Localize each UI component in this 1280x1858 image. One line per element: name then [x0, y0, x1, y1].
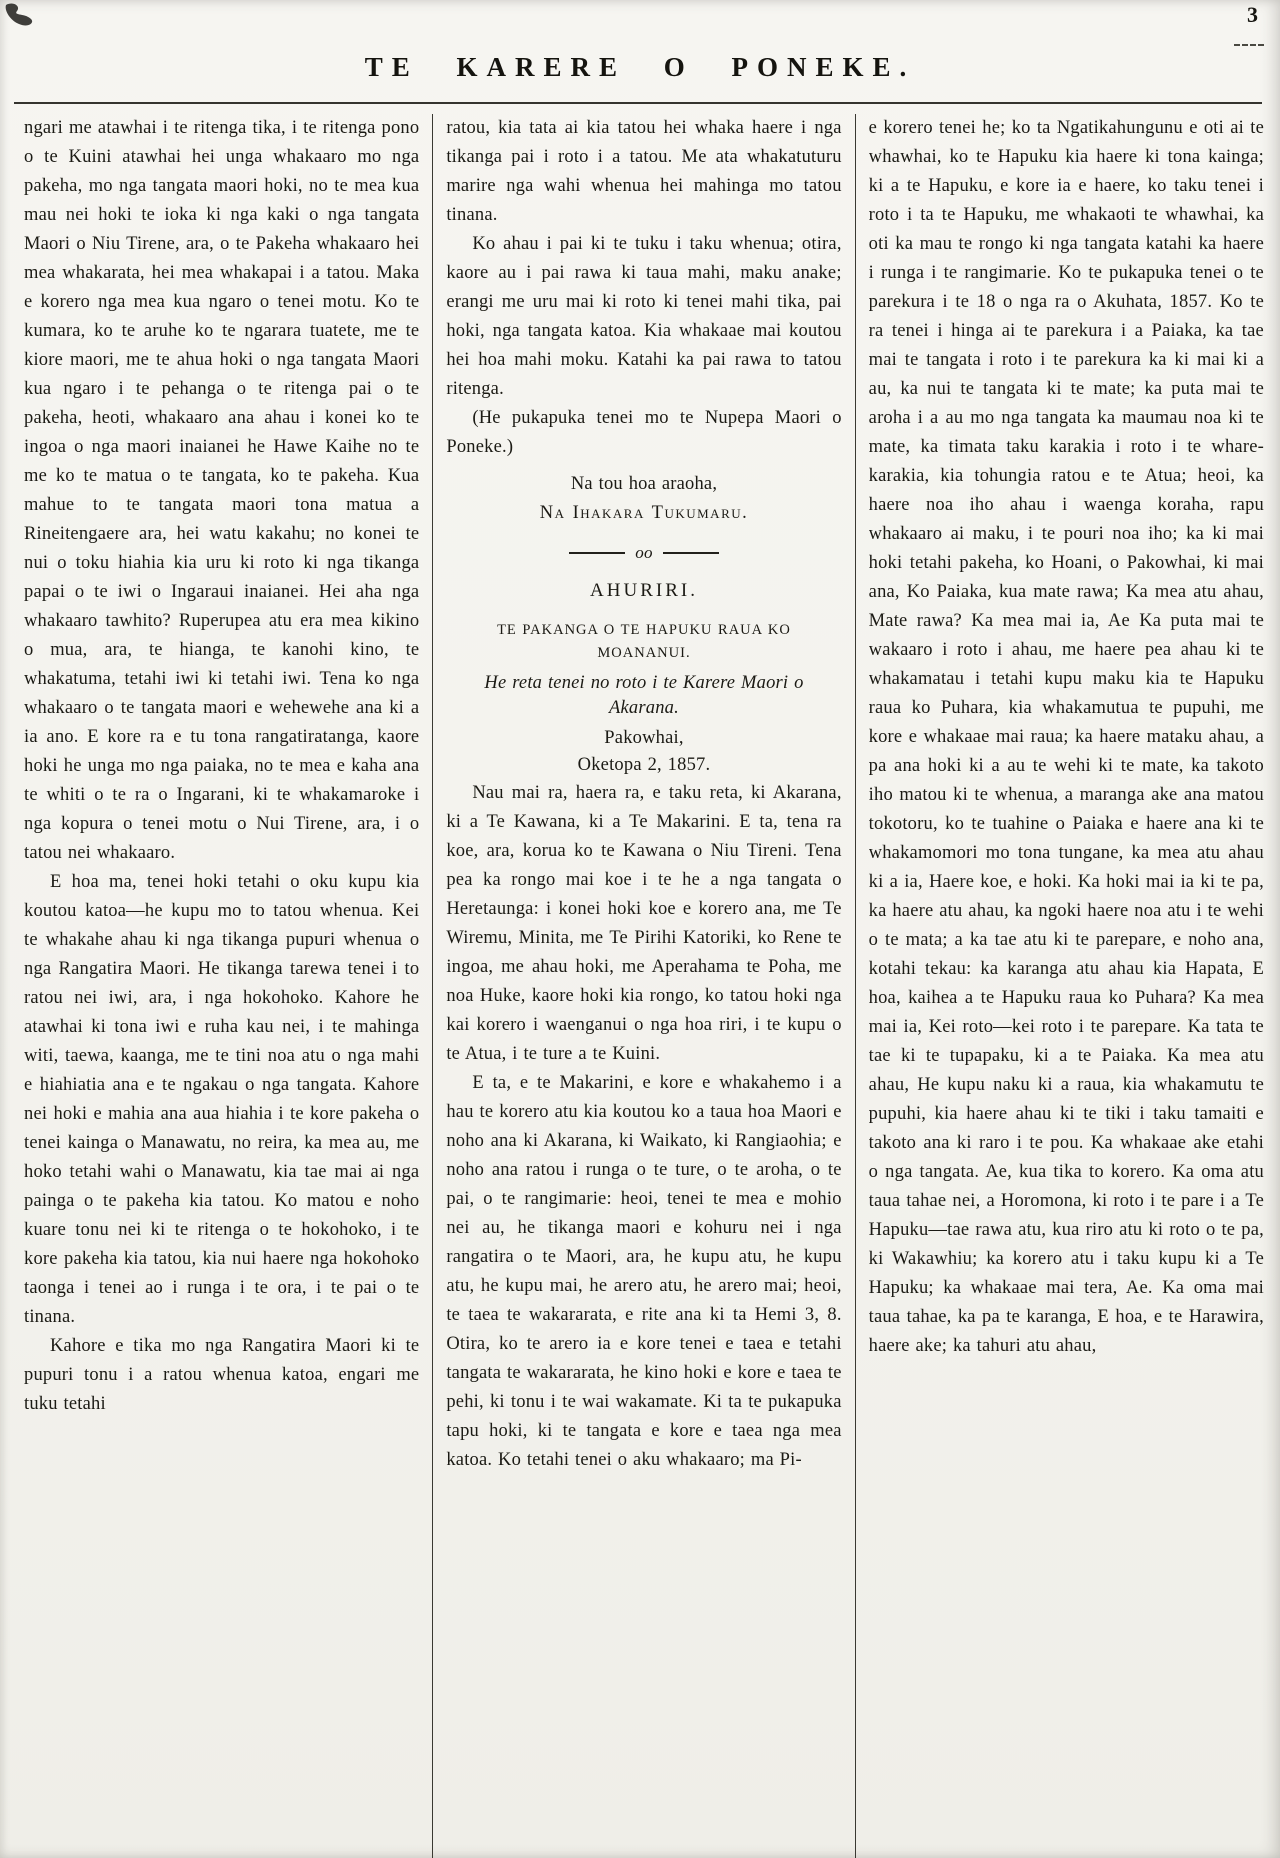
letter-signature: Na Ihakara Tukumaru. — [539, 503, 749, 523]
column-left — [24, 114, 419, 1858]
column-right — [869, 114, 1264, 1858]
paragraph: E hoa ma, tenei hoki tetahi o oku kupu kia koutou katoa—he kupu mo to tatou whenua. Kei te whakahe ahau ki nga tikanga pupuri whenua o nga Rangatira Maori. He tikanga tarewa tenei i to ratou nei iwi, ara, i nga hokohoko. Kahore he atawhai ki tona iwi e ruha kau nei, i te mahinga witi, taewa, kaanga, me te tini noa atu o nga mahi e hiahiatia ana e te ngakau o nga tangata. Kahore nei hoki e mahia ana aua hiahia i te kore pakeha o tenei kainga o Manawatu, no reira, ka mea au, me hoko tetahi wahi o Manawatu, kia tae mai ai nga painga o te pakeha kia tatou. Ko matou e noho kuare tonu nei ki te ritenga o te hokohoko, i te kore pakeha kia tatou, kia nui haere nga hokohoko taonga i tenei ao i runga i te ora, i te pai o te tinana. — [24, 872, 420, 1327]
divider-ornament: oo — [635, 543, 653, 562]
article-subheading: TE PAKANGA O TE HAPUKU RAUA KO MOANANUI. — [497, 622, 791, 661]
letter-closing: Na tou hoa araoha, — [570, 474, 718, 494]
article-columns — [0, 104, 1280, 1858]
column-rule — [432, 114, 433, 1858]
newspaper-title: TE KARERE O PONEKE. — [364, 52, 916, 82]
column-middle — [446, 114, 841, 1858]
dateline-date: Oketopa 2, 1857. — [577, 755, 711, 775]
article-source-note: He reta tenei no roto i te Karere Maori o Akarana. — [484, 673, 804, 718]
paragraph: E ta, e te Makarini, e kore e whakahemo i a hau te korero atu kia koutou ko a taua hoa Maori e noho ana ki Akarana, ki Waikato, ki Rangiaohia; e noho ana ratou i runga o te ture, o te aroha, o te pai, o te rangimarie: heoi, tenei te mea e mohio nei au, he tikanga maori e kohuru nei i nga rangatira o te Maori, ara, he kupu atu, he kupu atu, he kupu mai, he arero atu, he arero mai; heoi, te taea te wakararata, e rite ana ki ta Hemi 3, 8. Otira, ko te arero ia e kore tenei e taea e tetahi tangata te wakararata, he kino hoki e kore e taea te pehi, ki tonu i te wai wakamate. Ki ta te pukapuka tapu hoki, ki te tangata e kore e taea nga mea katoa. Ko tetahi tenei o aku whakaaro; ma Pi- — [446, 1073, 842, 1470]
print-artifact-dashes — [1234, 44, 1264, 46]
section-heading: AHURIRI. — [590, 580, 698, 601]
paragraph: ngari me atawhai i te ritenga tika, i te ritenga pono o te Kuini atawhai hei unga whakaaro mo nga pakeha, mo nga tangata maori hoki, no te mea kua mau nei hoki te ioka ki nga kaki o nga tangata Maori o Niu Tirene, ara, o te Pakeha whakaaro hei mea whakarata, hei mea whakapai i a tatou. Maka e korero nga mea kua ngaro o tenei motu. Ko te kumara, ko te aruhe ko te ngarara tuatete, me te kiore maori, me te ahua hoki o nga tangata Maori kua ngaro i te pehanga o te ritenga pai o te pakeha, heoti, whakaaro ana ahau i konei ko te ingoa o nga maori inaianei he Hawe Kaihe no te me ko te matua o te tangata, ko te pakeha. Kua mahue to te tangata maori tona matua a Rineitengaere ara, hei watu kakahu; no konei te nui o toku hiahia kia uru ki roto ki nga tikanga papai o te iwi o Ingaraui inaianei. Hei aha nga whakaaro tawhito? Ruperupea atu era mea kikino o mua, ara, te hianga, te kanohi kino, te whakatuma, tetahi iwi ki tetahi iwi. Tena ko nga whakaaro o te tangata maori e wehewehe ana ki a ia ano. E kore ra e tu tona rangatiratanga, kaore hoki he unga mo nga paiaka, no te mea e kaha ana te whiti o te ra o Ingarani, ki te whakamaroke i nga kopura o tenei motu o Nui Tirene, ara, i o tatou nei whakaaro. — [24, 118, 420, 863]
paragraph: Kahore e tika mo nga Rangatira Maori ki te pupuri tonu i a ratou whenua katoa, engari me tuku tetahi — [24, 1336, 420, 1414]
dateline-place: Pakowhai, — [604, 728, 684, 748]
paragraph: Ko ahau i pai ki te tuku i taku whenua; otira, kaore au i pai rawa ki taua mahi, maku anake; erangi me uru mai ki roto ki tenei mahi tika, pai hoki, nga tangata katoa. Kia whakaae mai koutou hei hoa mahi moku. Katahi ka pai rawa to tatou ritenga. — [446, 234, 842, 399]
masthead — [0, 0, 1280, 94]
paragraph: Nau mai ra, haera ra, e taku reta, ki Akarana, ki a Te Kawana, ki a Te Makarini. E ta, tena ra koe, ara, korua ko te Kawana o Niu Tireni. Tena pea ka rongo mai koe i te he a nga tangata o Heretaunga: i konei hoki koe e korero ana, me Te Wiremu, Minita, me Te Pirihi Katoriki, ko Rene te ingoa, me ahau hoki, me Aperahama te Poha, me noa Huke, kaore hoki kia rongo, ko tatou hoki nga kai korero i waenganui o nga hoa riri, i te kupu o te Atua, i te ture a te Kuini. — [446, 783, 842, 1064]
paragraph: ratou, kia tata ai kia tatou hei whaka haere i nga tikanga pai i roto i a tatou. Me ata whakatuturu marire nga wahi whenua hei mahinga mo tatou tinana. — [446, 118, 842, 225]
paragraph: (He pukapuka tenei mo te Nupepa Maori o Poneke.) — [446, 408, 842, 457]
page-number: 3 — [1247, 2, 1258, 27]
column-rule — [855, 114, 856, 1858]
paragraph: e korero tenei he; ko ta Ngatikahungunu e oti ai te whawhai, ko te Hapuku kia haere ki tona kainga; ki a te Hapuku, e kore ia e haere, ko taku tenei i roto i ta te Hapuku, me whakaoti te whawhai, ka oti ka mau te rongo ki nga tangata katahi ka haere i runga i te rangimarie. Ko te pukapuka tenei o te parekura i te 18 o nga ra o Akuhata, 1857. Ko te ra tenei i hinga ai te parekura i a Paiaka, ka tae mai te tangata i roto i te parekura ka ki mai ki a au, ka nui te tangata ki te mate; ka puta mai te aroha i a au mo nga tangata ka maumau noa ki te mate, ka timata taku karakia i roto i te whare-karakia, kia tohungia ratou e te Atua; heoi, ka haere noa iho ahau i waenga koraha, rapu whakaaro ai maku, i te pouri noa iho; ka ki mai hoki tetahi pakeha, ko Hoani, o Pakowhai, ki mai ana, Ko Paiaka, kua mate rawa; Ka mea atu ahau, Mate rawa? Ka mea mai ia, Ae Ka puta mai te wakaaro i roto i ahau, me haere pea ahau ki te whakamatau i tetahi kupu maku kia te Hapuku raua ko Puhara, kia whakamutua te pupuhi, me kore e whakaae mai raua; ka haere mataku ahau, a pa ana hoki ki a au te wehi ki te mate, ka takoto iho matou ki te whenua, a maranga ake ana matou tokotoru, ko te tuahine o Paiaka e haere ana ki te whakamomori mo tona tungane, ka mea atu ahau ki a ia, Haere koe, e hoki. Ka hoki mai ia ki te pa, ka haere atu ahau, ka ngoki haere noa atu i te wehi o te mata; a ka tae atu ki te parepare, e noho ana, kotahi tekau: ka karanga atu ahau kia Hapata, E hoa, kaihea a te Hapuku raua ko Puhara? Ka mea mai ia, Kei roto—kei roto i te parepare. Ka tata te tae ki te tupapaku, ki a te Paiaka. Ka mea atu ahau, He kupu naku ki a raua, kia whakamutu te pupuhi, kia haere ahau ki te tiki i taku tamaiti e takoto ana ki raro i te pou. Ka whakaae ake etahi o nga tangata. Ae, kua tika to korero. Ka oma atu taua tahae nei, a Horomona, ki roto i te pare i a Te Hapuku—tae rawa atu, kua riro atu ki roto o te pa, ki Wakawhiu; ka korero atu i taku kupu ki a Te Hapuku; ka whakaae mai tera, Ae. Ka oma mai taua tahae, ka pa te karanga, E hoa, e te Harawira, haere ake; ka tahuri atu ahau, — [868, 118, 1264, 1356]
section-divider — [446, 544, 841, 562]
